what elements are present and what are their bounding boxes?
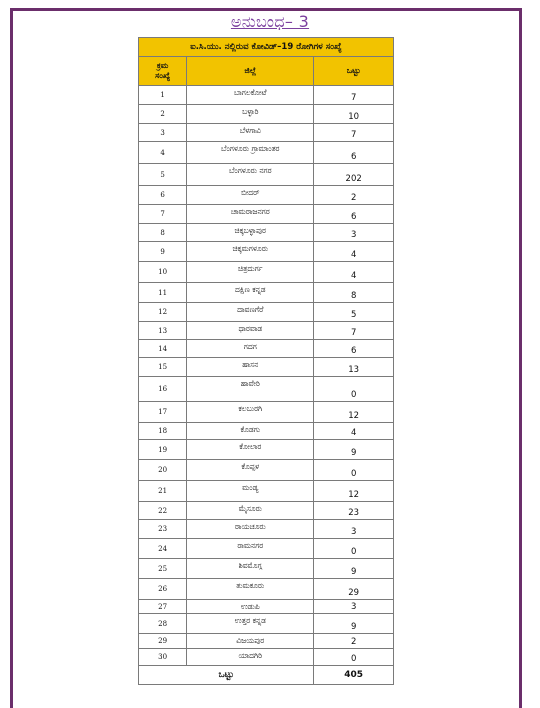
- district-cell: ಕೊಪ್ಪಳ: [187, 460, 314, 481]
- district-cell: ಉತ್ತರ ಕನ್ನಡ: [187, 614, 314, 634]
- district-cell: ಹಾಸನ: [187, 358, 314, 377]
- count-cell: 3: [314, 224, 394, 242]
- count-cell: 7: [314, 86, 394, 105]
- district-cell: ಯಾದಗಿರಿ: [187, 649, 314, 666]
- district-cell: ರಾಯಚೂರು: [187, 520, 314, 539]
- count-cell: 2: [314, 186, 394, 205]
- count-cell: 29: [314, 579, 394, 600]
- table-row: [139, 242, 394, 262]
- count-cell: 4: [314, 423, 394, 440]
- count-cell: 8: [314, 283, 394, 303]
- serial-cell: 11: [139, 283, 187, 303]
- count-cell: 6: [314, 205, 394, 224]
- header-total: ಒಟ್ಟು: [314, 57, 394, 86]
- serial-cell: 13: [139, 322, 187, 340]
- serial-cell: 12: [139, 303, 187, 322]
- table-row: [139, 322, 394, 340]
- count-cell: 6: [314, 142, 394, 164]
- table-row: [139, 377, 394, 402]
- district-cell: ದಕ್ಷಿಣ ಕನ್ನಡ: [187, 283, 314, 303]
- district-cell: ಕೊಡಗು: [187, 423, 314, 440]
- total-row: [139, 666, 394, 685]
- table-row: [139, 124, 394, 142]
- page-heading: ಅನುಬಂಧ– 3: [230, 12, 310, 31]
- count-cell: 0: [314, 649, 394, 666]
- table-row: [139, 105, 394, 124]
- district-cell: ಬಳ್ಳಾರಿ: [187, 105, 314, 124]
- count-cell: 6: [314, 340, 394, 358]
- count-cell: 4: [314, 262, 394, 283]
- table-row: [139, 303, 394, 322]
- serial-cell: 7: [139, 205, 187, 224]
- serial-cell: 20: [139, 460, 187, 481]
- serial-cell: 22: [139, 502, 187, 520]
- table-row: [139, 283, 394, 303]
- district-cell: ಬೀದರ್: [187, 186, 314, 205]
- count-cell: 0: [314, 460, 394, 481]
- table-header-row: [139, 57, 394, 86]
- serial-cell: 10: [139, 262, 187, 283]
- count-cell: 9: [314, 614, 394, 634]
- serial-cell: 27: [139, 600, 187, 614]
- district-cell: ಕಲಬುರಗಿ: [187, 402, 314, 423]
- district-cell: ದಾವಣಗೆರೆ: [187, 303, 314, 322]
- district-cell: ರಾಮನಗರ: [187, 539, 314, 559]
- table-title-row: [139, 38, 394, 57]
- count-cell: 5: [314, 303, 394, 322]
- header-serial-number: [139, 57, 187, 86]
- table-row: [139, 460, 394, 481]
- district-cell: ಬೆಂಗಳೂರು ನಗರ: [187, 164, 314, 186]
- table-row: [139, 186, 394, 205]
- count-cell: 12: [314, 481, 394, 502]
- serial-cell: 21: [139, 481, 187, 502]
- table-row: [139, 481, 394, 502]
- table-row: [139, 559, 394, 579]
- table-row: [139, 600, 394, 614]
- count-cell: 9: [314, 559, 394, 579]
- count-cell: 2: [314, 634, 394, 649]
- count-cell: 23: [314, 502, 394, 520]
- count-cell: 10: [314, 105, 394, 124]
- serial-cell: 24: [139, 539, 187, 559]
- serial-cell: 30: [139, 649, 187, 666]
- serial-cell: 9: [139, 242, 187, 262]
- district-cell: ಕೋಲಾರ: [187, 440, 314, 460]
- table-row: [139, 614, 394, 634]
- count-cell: 7: [314, 322, 394, 340]
- district-cell: ವಿಜಯಪುರ: [187, 634, 314, 649]
- count-cell: 7: [314, 124, 394, 142]
- table-row: [139, 539, 394, 559]
- count-cell: 202: [314, 164, 394, 186]
- district-cell: ಗದಗ: [187, 340, 314, 358]
- serial-cell: 23: [139, 520, 187, 539]
- serial-cell: 26: [139, 579, 187, 600]
- district-cell: ಉಡುಪಿ: [187, 600, 314, 614]
- district-cell: ಶಿವಮೊಗ್ಗ: [187, 559, 314, 579]
- table-row: [139, 340, 394, 358]
- count-cell: 0: [314, 377, 394, 402]
- table-row: [139, 502, 394, 520]
- serial-cell: 19: [139, 440, 187, 460]
- total-label: ಒಟ್ಟು: [139, 666, 314, 685]
- district-cell: ಬಾಗಲಕೋಟೆ: [187, 86, 314, 105]
- count-cell: 13: [314, 358, 394, 377]
- header-serial-line1: ಕ್ರಮ: [156, 61, 169, 70]
- serial-cell: 17: [139, 402, 187, 423]
- serial-cell: 5: [139, 164, 187, 186]
- serial-cell: 2: [139, 105, 187, 124]
- district-cell: ಮಂಡ್ಯ: [187, 481, 314, 502]
- table-row: [139, 205, 394, 224]
- serial-cell: 29: [139, 634, 187, 649]
- district-cell: ಚಿಕ್ಕಮಗಳೂರು: [187, 242, 314, 262]
- table-row: [139, 440, 394, 460]
- count-cell: 12: [314, 402, 394, 423]
- icu-patients-table: [138, 37, 394, 685]
- serial-cell: 8: [139, 224, 187, 242]
- table-row: [139, 358, 394, 377]
- district-cell: ಧಾರವಾಡ: [187, 322, 314, 340]
- district-cell: ಹಾವೇರಿ: [187, 377, 314, 402]
- count-cell: 9: [314, 440, 394, 460]
- table-row: [139, 142, 394, 164]
- serial-cell: 1: [139, 86, 187, 105]
- total-value: 405: [314, 666, 394, 685]
- table-row: [139, 402, 394, 423]
- district-cell: ಮೈಸೂರು: [187, 502, 314, 520]
- table-row: [139, 164, 394, 186]
- table-title: ಐ.ಸಿ.ಯು. ನಲ್ಲಿರುವ ಕೋವಿಡ್–19 ರೋಗಿಗಳ ಸಂಖ್ಯೆ: [139, 38, 394, 57]
- table-row: [139, 262, 394, 283]
- table-row: [139, 649, 394, 666]
- header-serial-line2: ಸಂಖ್ಯೆ: [155, 71, 171, 80]
- district-cell: ಬೆಂಗಳೂರು ಗ್ರಾಮಾಂತರ: [187, 142, 314, 164]
- table-row: [139, 520, 394, 539]
- table-row: [139, 634, 394, 649]
- serial-cell: 28: [139, 614, 187, 634]
- count-cell: 0: [314, 539, 394, 559]
- count-cell: 3: [314, 600, 394, 614]
- table-row: [139, 224, 394, 242]
- header-district: ಜಿಲ್ಲೆ: [187, 57, 314, 86]
- table-row: [139, 423, 394, 440]
- district-cell: ಚಿಕ್ಕಬಳ್ಳಾಪುರ: [187, 224, 314, 242]
- serial-cell: 3: [139, 124, 187, 142]
- serial-cell: 16: [139, 377, 187, 402]
- serial-cell: 15: [139, 358, 187, 377]
- district-cell: ಬೆಳಗಾವಿ: [187, 124, 314, 142]
- count-cell: 3: [314, 520, 394, 539]
- table-row: [139, 86, 394, 105]
- serial-cell: 6: [139, 186, 187, 205]
- district-cell: ತುಮಕೂರು: [187, 579, 314, 600]
- table-body: [139, 86, 394, 666]
- serial-cell: 25: [139, 559, 187, 579]
- serial-cell: 14: [139, 340, 187, 358]
- serial-cell: 18: [139, 423, 187, 440]
- district-cell: ಚಾಮರಾಜನಗರ: [187, 205, 314, 224]
- district-cell: ಚಿತ್ರದುರ್ಗ: [187, 262, 314, 283]
- count-cell: 4: [314, 242, 394, 262]
- serial-cell: 4: [139, 142, 187, 164]
- table-row: [139, 579, 394, 600]
